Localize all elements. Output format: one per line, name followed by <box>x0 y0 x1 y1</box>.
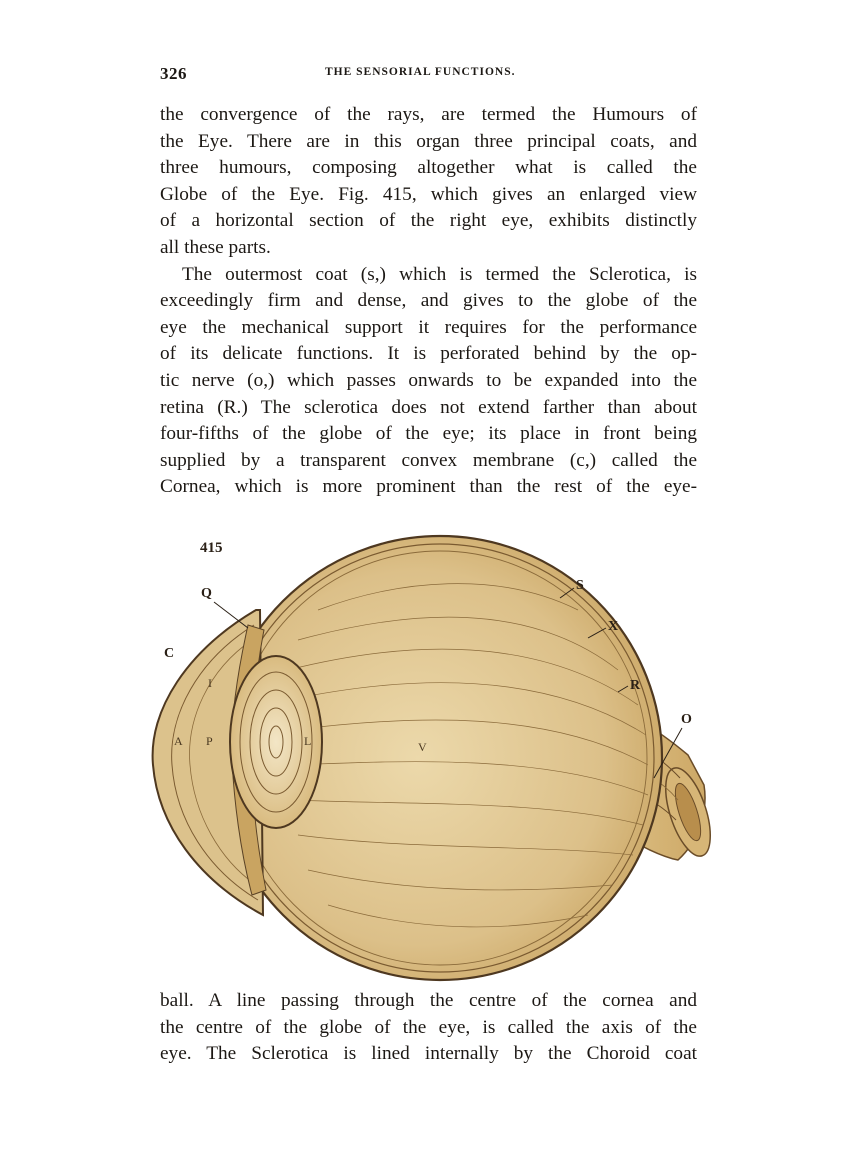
text-line: ball. A line passing through the centre of the cornea and <box>160 990 697 1011</box>
text-line: eye. The Sclerotica is lined internally by the Choroid coat <box>160 1043 697 1065</box>
label-p: P <box>206 734 213 748</box>
label-q: Q <box>201 586 212 601</box>
text-line: The outermost coat (s,) which is termed the Sclerotica, is <box>182 263 697 285</box>
label-c: C <box>164 646 175 661</box>
eye-section-figure <box>148 520 714 985</box>
running-head <box>160 64 700 88</box>
label-a: A <box>174 734 183 748</box>
text-line: four-fifths of the globe of the eye; its place in front being <box>160 423 697 445</box>
text-line: all these parts. <box>160 236 271 258</box>
text-block-top <box>160 102 697 501</box>
text-line: Globe of the Eye. Fig. 415, which gives an enlarged view <box>160 183 697 205</box>
text-line: retina (R.) The sclerotica does not extend farther than about <box>160 396 697 418</box>
text-line: of a horizontal section of the right eye, exhibits distinctly <box>160 210 697 232</box>
text-block-bottom <box>160 988 697 1068</box>
eye-illustration <box>148 520 714 985</box>
figure-number: 415 <box>200 540 223 556</box>
page-number: 326 <box>160 64 187 83</box>
label-v: V <box>418 740 427 754</box>
text-line: supplied by a transparent convex membrane (c,) called the <box>160 449 697 471</box>
text-line: the convergence of the rays, are termed the Humours of <box>160 104 697 125</box>
text-line: the Eye. There are in this organ three principal coats, and <box>160 130 697 152</box>
text-line: three humours, composing altogether what is called the <box>160 157 697 179</box>
text-line: Cornea, which is more prominent than the rest of the eye- <box>160 476 697 498</box>
label-o: O <box>681 712 692 727</box>
label-r: R <box>630 678 641 693</box>
label-x: X <box>608 619 619 634</box>
text-line: of its delicate functions. It is perforated behind by the op- <box>160 343 697 365</box>
text-line: eye the mechanical support it requires for the performance <box>160 316 697 338</box>
label-l: L <box>304 734 312 748</box>
text-line: exceedingly firm and dense, and gives to the globe of the <box>160 290 697 312</box>
label-i: I <box>208 676 212 690</box>
text-line: the centre of the globe of the eye, is called the axis of the <box>160 1016 697 1038</box>
running-title: THE SENSORIAL FUNCTIONS. <box>325 66 516 78</box>
label-s: S <box>576 578 584 593</box>
text-line: tic nerve (o,) which passes onwards to be expanded into the <box>160 369 697 391</box>
